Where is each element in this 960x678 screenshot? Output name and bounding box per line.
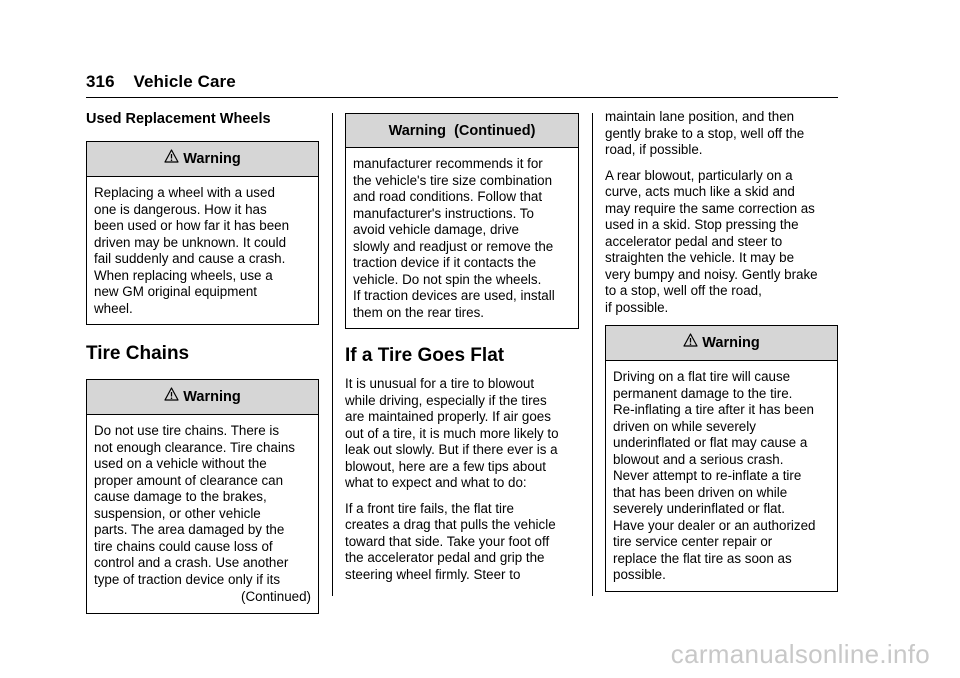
warning-line: possible. (613, 567, 666, 582)
warning-line: avoid vehicle damage, drive (353, 222, 519, 237)
warning-header (87, 142, 318, 177)
warning-line: suspension, or other vehicle (94, 505, 261, 521)
warning-title: Warning (183, 151, 241, 167)
text-line: what to expect and what to do: (345, 475, 527, 490)
subheading-used-replacement-wheels: Used Replacement Wheels (86, 111, 271, 127)
warning-line: one is dangerous. How it has (94, 201, 267, 217)
warning-triangle-icon (683, 333, 698, 347)
warning-body (346, 148, 578, 328)
warning-box-continued (345, 113, 579, 329)
warning-body (87, 415, 318, 613)
text-line: very bumpy and noisy. Gently brake (605, 266, 818, 282)
text-line: curve, acts much like a skid and (605, 184, 795, 199)
warning-line: used on a vehicle without the (94, 456, 267, 471)
text-line: straighten the vehicle. It may be (605, 250, 795, 265)
warning-line: When replacing wheels, use a (94, 267, 273, 283)
warning-box-flat-tire (605, 325, 838, 592)
warning-line: them on the rear tires. (353, 304, 484, 320)
warning-box-tire-chains (86, 379, 319, 614)
warning-line: wheel. (94, 300, 133, 316)
warning-line: severely underinflated or flat. (613, 501, 785, 516)
column-3 (605, 109, 838, 592)
warning-line: Have your dealer or an authorized (613, 517, 816, 533)
warning-line: manufacturer recommends it for (353, 156, 543, 171)
warning-line: not enough clearance. Tire chains (94, 439, 295, 455)
warning-line: traction device if it contacts the (353, 255, 537, 270)
warning-line: Driving on a flat tire will cause (613, 369, 791, 384)
warning-line: Re-inflating a tire after it has been (613, 402, 814, 417)
warning-line: that has been driven on while (613, 484, 788, 500)
warning-line: blowout and a serious crash. (613, 451, 784, 467)
warning-line: permanent damage to the tire. (613, 385, 793, 401)
text-line: accelerator pedal and steer to (605, 233, 783, 249)
warning-title: Warning (183, 389, 241, 405)
warning-header (346, 114, 578, 148)
column-2 (345, 113, 579, 592)
text-line: maintain lane position, and then (605, 109, 795, 124)
warning-header (87, 380, 318, 415)
paragraph-blowout-intro (345, 376, 579, 492)
paragraph-rear-blowout (605, 168, 838, 317)
section-title-flat-tire: If a Tire Goes Flat (345, 345, 505, 366)
warning-line: tire chains could cause loss of (94, 538, 273, 554)
text-line: out of a tire, it is much more likely to (345, 425, 559, 441)
text-line: creates a drag that pulls the vehicle (345, 517, 556, 532)
text-line: while driving, especially if the tires (345, 392, 547, 408)
warning-line: vehicle. Do not spin the wheels. (353, 271, 542, 287)
warning-line: slowly and readjust or remove the (353, 238, 554, 254)
warning-title: Warning (Continued) (388, 122, 536, 139)
watermark: carmanualsonline.info (670, 639, 930, 669)
warning-line: type of traction device only if its (94, 571, 281, 587)
warning-line: Never attempt to re-inflate a tire (613, 468, 802, 483)
text-line: the accelerator pedal and grip the (345, 550, 545, 565)
paragraph-lane-position (605, 109, 838, 159)
warning-header (606, 326, 837, 361)
warning-line: parts. The area damaged by the (94, 522, 285, 537)
warning-line: and road conditions. Follow that (353, 189, 543, 204)
warning-line: new GM original equipment (94, 284, 258, 299)
warning-line: underinflated or flat may cause a (613, 435, 808, 450)
warning-box-used-wheels (86, 141, 319, 325)
column-divider-left (332, 113, 333, 596)
text-line: It is unusual for a tire to blowout (345, 376, 535, 391)
warning-title: Warning (702, 335, 760, 351)
page-number: 316 (86, 72, 115, 91)
text-line: road, if possible. (605, 142, 703, 157)
text-line: blowout, here are a few tips about (345, 458, 546, 474)
warning-line: the vehicle's tire size combination (353, 172, 553, 188)
warning-line: driven may be unknown. It could (94, 234, 287, 250)
warning-body (87, 177, 318, 324)
warning-line: driven on while severely (613, 418, 756, 434)
text-line: A rear blowout, particularly on a (605, 167, 793, 183)
section-name: Vehicle Care (133, 72, 236, 91)
warning-line: control and a crash. Use another (94, 555, 289, 570)
warning-line: cause damage to the brakes, (94, 489, 267, 504)
text-line: are maintained properly. If air goes (345, 409, 551, 424)
warning-line: replace the flat tire as soon as (613, 550, 792, 566)
text-line: if possible. (605, 299, 669, 315)
warning-line: Do not use tire chains. There is (94, 423, 280, 438)
text-line: toward that side. Take your foot off (345, 533, 550, 549)
warning-line: Replacing a wheel with a used (94, 185, 275, 200)
warning-line: If traction devices are used, install (353, 288, 555, 303)
paragraph-front-tire (345, 501, 579, 584)
warning-line: been used or how far it has been (94, 218, 290, 233)
column-divider-right (592, 113, 593, 596)
column-1 (86, 109, 319, 614)
warning-triangle-icon (164, 149, 179, 163)
text-line: gently brake to a stop, well off the (605, 125, 805, 141)
page-header (86, 72, 236, 92)
warning-line: fail suddenly and cause a crash. (94, 251, 286, 266)
header-rule (86, 97, 838, 98)
text-line: may require the same correction as (605, 200, 815, 216)
warning-line: proper amount of clearance can (94, 472, 284, 488)
section-title-tire-chains: Tire Chains (86, 343, 190, 364)
continued-label: (Continued) (241, 589, 311, 604)
warning-triangle-icon (164, 387, 179, 401)
text-line: If a front tire fails, the flat tire (345, 500, 514, 516)
text-line: to a stop, well off the road, (605, 283, 762, 298)
text-line: used in a skid. Stop pressing the (605, 217, 799, 232)
text-line: leak out slowly. But if there ever is a (345, 442, 558, 457)
warning-body (606, 361, 837, 591)
warning-line: manufacturer's instructions. To (353, 205, 534, 221)
warning-line: tire service center repair or (613, 534, 773, 549)
text-line: steering wheel firmly. Steer to (345, 566, 521, 582)
